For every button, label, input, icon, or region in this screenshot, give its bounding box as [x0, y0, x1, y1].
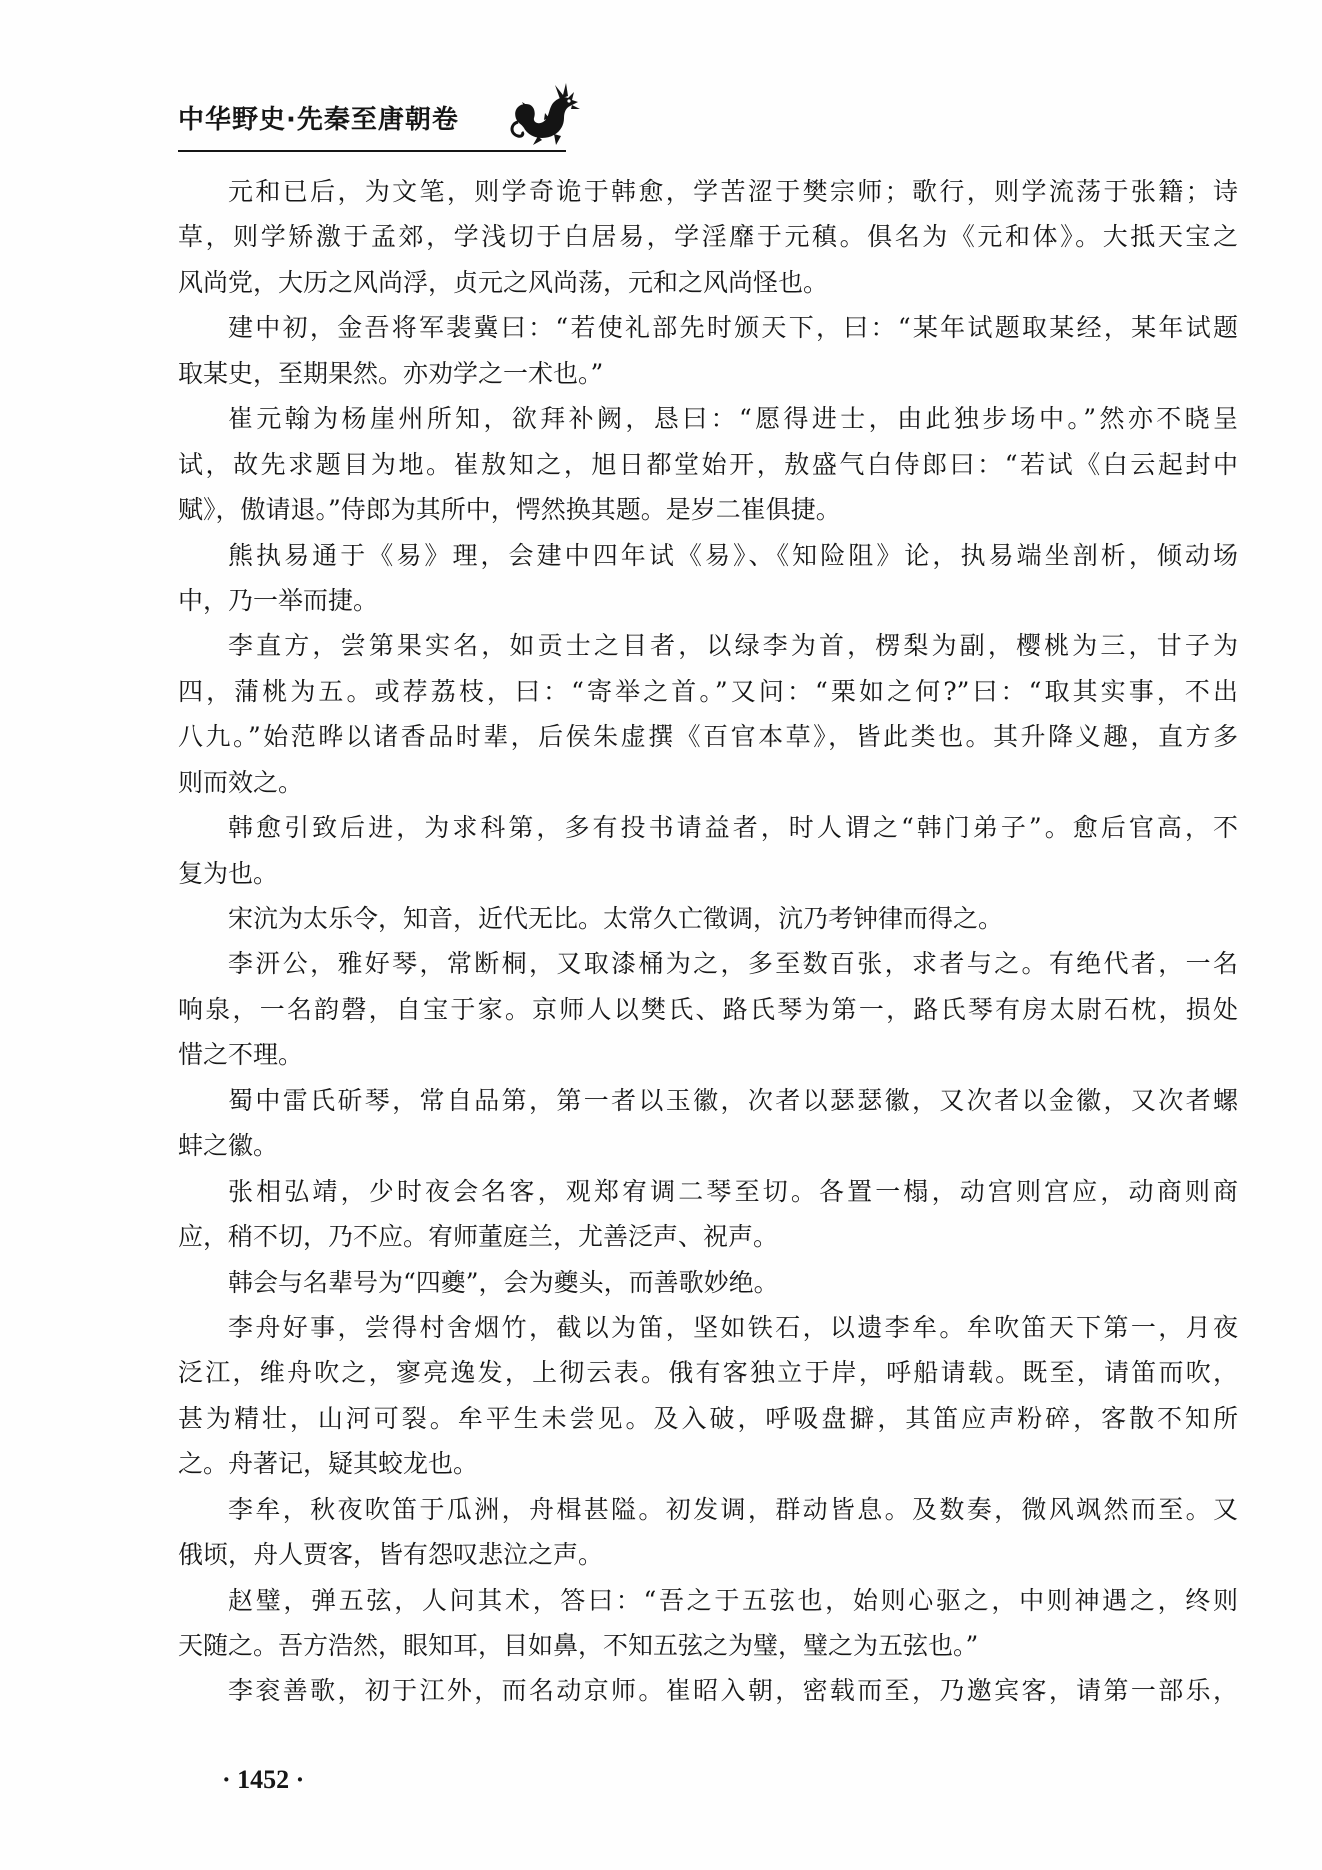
text-line: 蜀中雷氏斫琴，常自品第，第一者以玉徽，次者以瑟瑟徽，又次者以金徽，又次者螺 — [228, 1085, 1238, 1115]
paragraph — [178, 623, 1238, 805]
paragraph — [178, 396, 1238, 532]
text-line: 取某史，至期果然。亦劝学之一术也。” — [178, 358, 604, 388]
text-line: 中，乃一举而捷。 — [178, 585, 379, 615]
text-line: 俄顷，舟人贾客，皆有怨叹悲泣之声。 — [178, 1540, 604, 1570]
text-line: 李汧公，雅好琴，常断桐，又取漆桶为之，多至数百张，求者与之。有绝代者，一名 — [228, 949, 1238, 979]
text-line: 元和已后，为文笔，则学奇诡于韩愈，学苦涩于樊宗师；歌行，则学流荡于张籍；诗 — [228, 177, 1238, 206]
text-line: 泛江，维舟吹之，寥亮逸发，上彻云表。俄有客独立于岸，呼船请载。既至，请笛而吹， — [178, 1358, 1238, 1388]
text-line: 惜之不理。 — [178, 1040, 304, 1070]
text-line: 建中初，金吾将军裴冀曰：“若使礼部先时颁天下，曰：“某年试题取某经，某年试题 — [228, 313, 1238, 343]
text-line: 试，故先求题目为地。崔敖知之，旭日都堂始开，敖盛气白侍郎曰：“若试《白云起封中 — [178, 449, 1238, 479]
text-line: 八九。”始范晔以诸香品时辈，后侯朱虚撰《百官本草》，皆此类也。其升降义趣，直方多 — [178, 722, 1238, 752]
text-line: 蚌之徽。 — [178, 1131, 279, 1161]
text-line: 李直方，尝第果实名，如贡士之目者，以绿李为首，楞梨为副，樱桃为三，甘子为 — [228, 631, 1238, 661]
page-number: · 1452 · — [222, 1765, 305, 1794]
text-line: 宋沆为太乐令，知音，近代无比。太常久亡徵调，沆乃考钟律而得之。 — [228, 904, 1004, 933]
paragraph — [178, 169, 1238, 305]
text-line: 响泉，一名韵磬，自宝于家。京师人以樊氏、路氏琴为第一，路氏琴有房太尉石枕，损处 — [178, 994, 1238, 1024]
text-line: 韩会与名辈号为“四夔”，会为夔头，而善歌妙绝。 — [228, 1267, 779, 1297]
paragraph — [178, 941, 1238, 1077]
text-line: 韩愈引致后进，为求科第，多有投书请益者，时人谓之“韩门弟子”。愈后官高，不 — [228, 813, 1238, 843]
text-line: 赵璧，弹五弦，人问其术，答曰：“吾之于五弦也，始则心驱之，中则神遇之，终则 — [228, 1585, 1238, 1615]
paragraph — [178, 1578, 1238, 1669]
text-line: 应，稍不切，乃不应。宥师董庭兰，尤善泛声、祝声。 — [178, 1222, 779, 1252]
text-line: 李舟好事，尝得村舍烟竹，截以为笛，坚如铁石，以遗李牟。牟吹笛天下第一，月夜 — [228, 1312, 1238, 1342]
text-line: 崔元翰为杨崖州所知，欲拜补阙，恳曰：“愿得进士，由此独步场中。”然亦不晓呈 — [228, 404, 1238, 434]
paragraph — [178, 1260, 1238, 1305]
paragraph — [178, 805, 1238, 896]
paragraph — [178, 1668, 1238, 1713]
header-rule — [178, 150, 566, 152]
text-line: 李衮善歌，初于江外，而名动京师。崔昭入朝，密载而至，乃邀宾客，请第一部乐， — [228, 1676, 1238, 1706]
text-line: 赋》，傲请退。”侍郎为其所中，愕然换其题。是岁二崔俱捷。 — [178, 495, 841, 525]
text-line: 草，则学矫激于孟郊，学浅切于白居易，学淫靡于元稹。俱名为《元和体》。大抵天宝之 — [178, 222, 1238, 252]
text-line: 复为也。 — [178, 858, 279, 888]
text-line: 李牟，秋夜吹笛于瓜洲，舟楫甚隘。初发调，群动皆息。及数奏，微风飒然而至。又 — [228, 1494, 1238, 1524]
text-line: 甚为精壮，山河可裂。牟平生未尝见。及入破，呼吸盘擗，其笛应声粉碎，客散不知所 — [178, 1403, 1238, 1433]
paragraph — [178, 1078, 1238, 1169]
text-line: 天随之。吾方浩然，眼知耳，目如鼻，不知五弦之为璧，璧之为五弦也。” — [178, 1631, 979, 1660]
text-line: 张相弘靖，少时夜会名客，观郑宥调二琴至切。各置一榻，动宫则宫应，动商则商 — [228, 1176, 1238, 1206]
text-line: 之。舟著记，疑其蛟龙也。 — [178, 1449, 479, 1479]
paragraph — [178, 896, 1238, 941]
text-line: 四，蒲桃为五。或荐荔枝，曰：“寄举之首。”又问：“栗如之何?”曰：“取其实事，不出 — [178, 676, 1238, 706]
paragraph — [178, 1169, 1238, 1260]
text-line: 则而效之。 — [178, 767, 304, 797]
paragraph — [178, 305, 1238, 396]
dragon-icon — [508, 78, 580, 146]
text-line: 熊执易通于《易》理，会建中四年试《易》、《知险阻》论，执易端坐剖析，倾动场 — [228, 540, 1238, 570]
running-header-title: 中华野史·先秦至唐朝卷 — [178, 105, 459, 135]
paragraph — [178, 533, 1238, 624]
text-line: 风尚党，大历之风尚浮，贞元之风尚荡，元和之风尚怪也。 — [178, 267, 829, 297]
paragraph — [178, 1305, 1238, 1487]
body-text — [178, 169, 1238, 1714]
paragraph — [178, 1487, 1238, 1578]
